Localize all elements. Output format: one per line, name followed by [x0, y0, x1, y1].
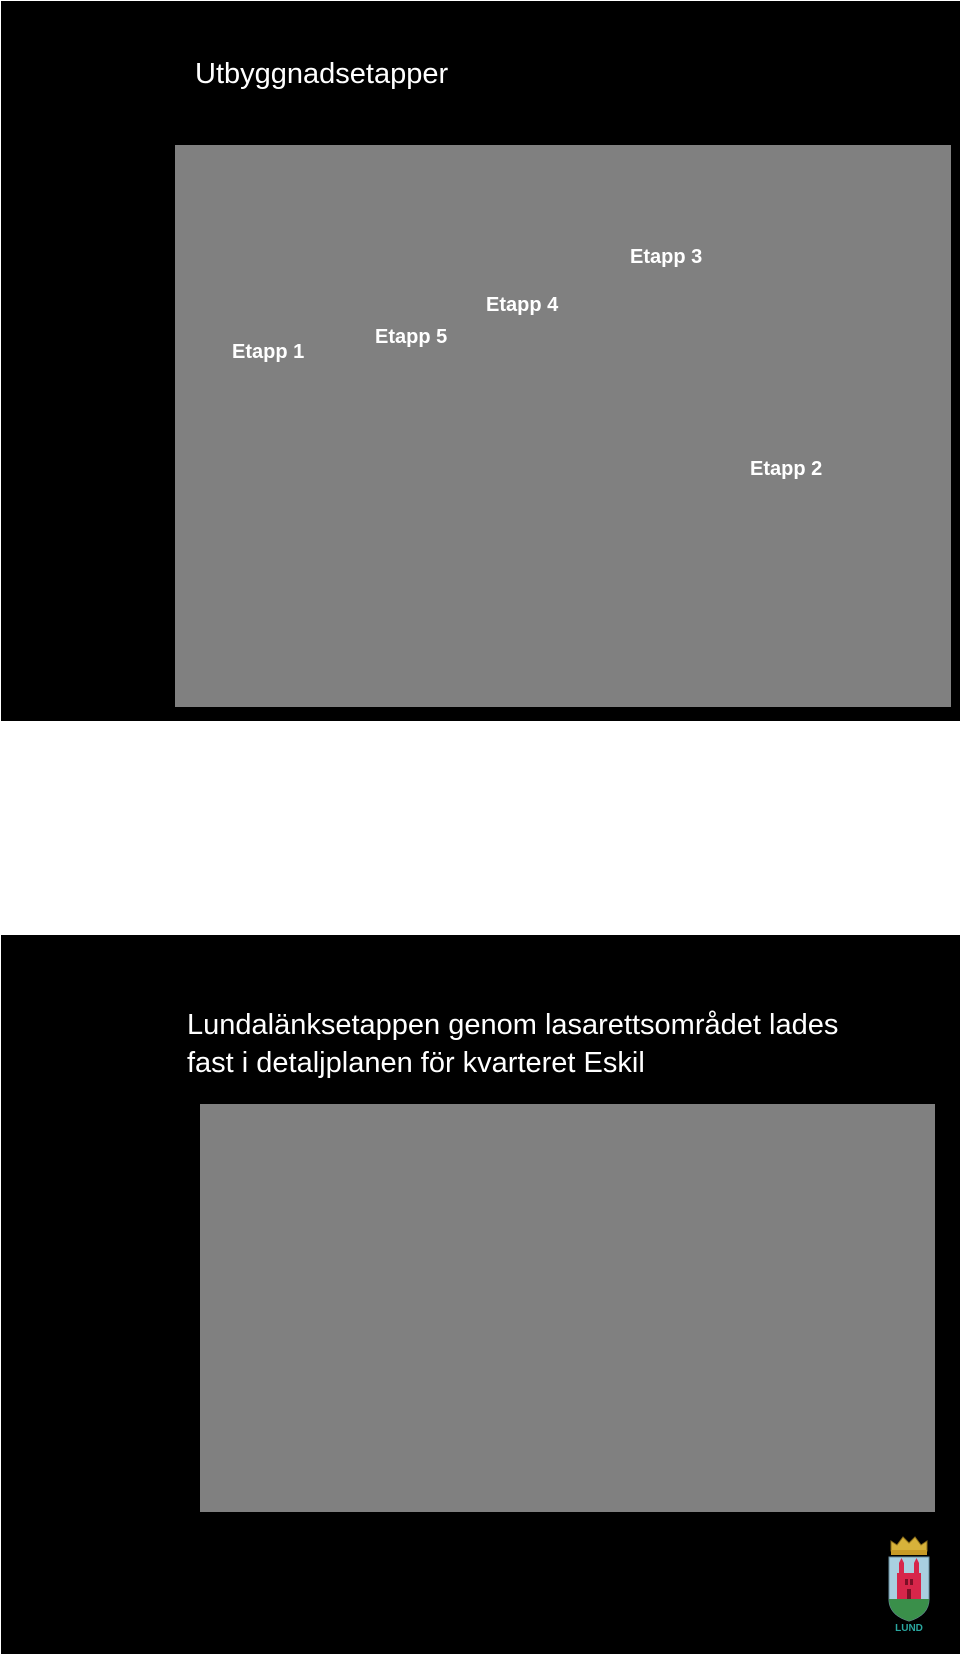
slide-title: Utbyggnadsetapper [195, 58, 449, 90]
slide-utbyggnadsetapper [1, 1, 960, 721]
slide-kvarteret-eskil [1, 935, 960, 1654]
logo-text: LUND [895, 1623, 923, 1633]
slide-title-line-1: Lundalänksetappen genom lasarettsområdet lades [187, 1009, 839, 1041]
slide-title-line-2: fast i detaljplanen för kvarteret Eskil [187, 1047, 645, 1079]
lund-coat-of-arms-icon [885, 1533, 933, 1633]
detaljplan-image [200, 1104, 935, 1512]
map-image [175, 145, 951, 707]
label-etapp-5: Etapp 5 [375, 326, 448, 348]
slide-title [187, 1006, 838, 1082]
label-etapp-1: Etapp 1 [232, 341, 305, 363]
label-etapp-4: Etapp 4 [486, 294, 559, 316]
label-etapp-3: Etapp 3 [630, 246, 703, 268]
lund-coat-of-arms-graphic [885, 1533, 933, 1633]
label-etapp-2: Etapp 2 [750, 458, 823, 480]
